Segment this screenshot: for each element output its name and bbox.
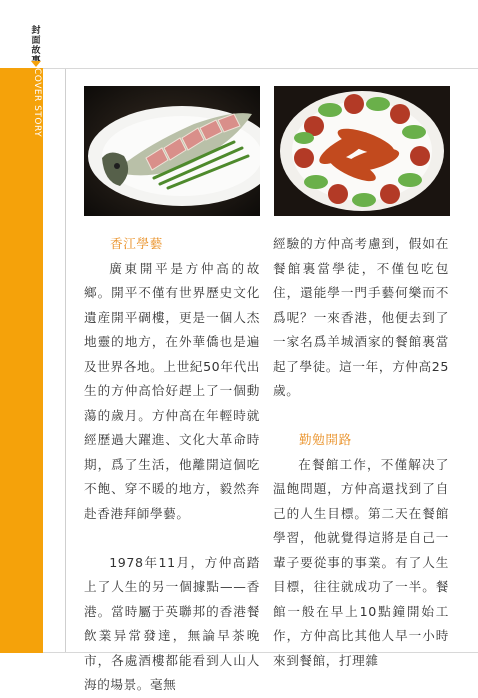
top-rule [43,68,478,69]
margin-rule [65,68,66,653]
section-label-en: COVER STORY [32,68,42,138]
body-paragraph: 在餐館工作，不僅解决了温飽問題，方仲高還找到了自己的人生目標。第二天在餐館學習，他就覺得這將是自己一輩子要從事的事業。有了人生目標，往往就成功了一半。餐館一般在早上10點鐘開始工作，方仲高比其他人早一小時來到餐館，打理雜 [273,456,449,668]
article-column-right [273,232,449,673]
section-arrow-icon [31,61,41,67]
section-heading: 香江學藝 [110,236,163,251]
body-paragraph: 經驗的方仲高考慮到，假如在餐館裏當學徒，不僅包吃包住，還能學一門手藝何樂而不爲呢？一來香港，他便去到了一家名爲羊城酒家的餐館裏當起了學徒。這一年，方仲高25歲。 [273,236,449,398]
braised-sea-cucumber-dish-photo [274,86,450,216]
section-heading: 勤勉開路 [299,432,352,447]
article-column-left [84,232,260,698]
body-paragraph: 1978年11月，方仲高踏上了人生的另一個據點——香港。當時屬于英聯邦的香港餐飲業异常發達，無論早茶晚市，各處酒樓都能看到人山人海的場景。毫無 [84,554,260,692]
section-label-zh: 封面故事 [31,26,41,66]
body-paragraph: 廣東開平是方仲高的故鄉。開平不僅有世界歷史文化遺産開平碉樓，更是一個人杰地靈的地方，在外華僑也是遍及世界各地。上世紀50年代出生的方仲高恰好趕上了一個動蕩的歲月。方仲高在年輕時就經歷過大躍進、文化大革命時期，爲了生活，他離開這個吃不飽、穿不暖的地方，毅然奔赴香港拜師學藝。 [84,260,260,521]
side-accent-bar [0,68,43,653]
steamed-fish-dish-photo [84,86,260,216]
